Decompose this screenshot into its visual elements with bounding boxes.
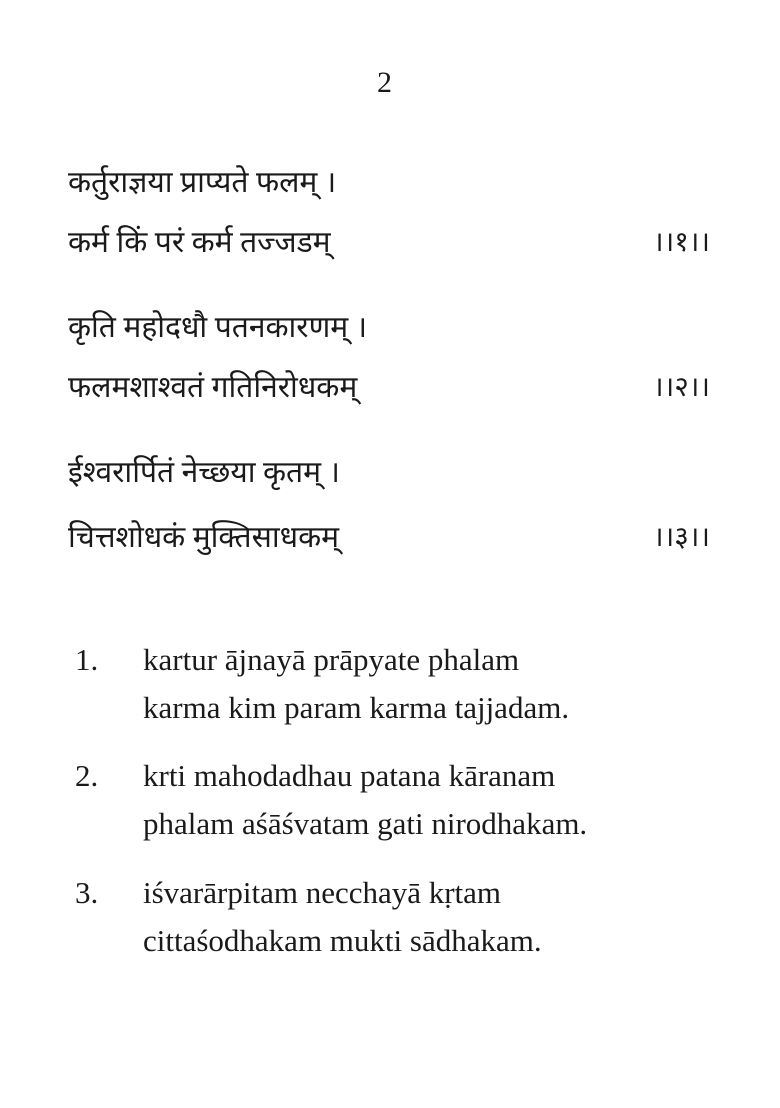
verse-line: ईश्वरार्पितं नेच्छया कृतम् । xyxy=(68,456,340,489)
verse-line: कृति महोदधौ पतनकारणम् । xyxy=(68,311,368,344)
transliteration-line: karma kim param karma tajjadam. xyxy=(143,690,570,725)
transliteration-line: krti mahodadhau patana kāranam xyxy=(143,758,556,793)
verse-number: ।।३।। xyxy=(652,522,710,553)
item-number: 3. xyxy=(75,875,99,910)
verse-number: ।।१।। xyxy=(652,227,710,258)
transliteration-line: iśvarārpitam necchayā kṛtam xyxy=(143,875,502,910)
transliteration-line: phalam aśāśvatam gati nirodhakam. xyxy=(143,806,588,841)
transliteration-line: cittaśodhakam mukti sādhakam. xyxy=(143,923,542,958)
verse-line: कर्म किं परं कर्म तज्जडम् xyxy=(68,226,331,259)
verse-line: कर्तुराज्ञया प्राप्यते फलम् । xyxy=(68,166,337,199)
page-number: 2 xyxy=(377,66,392,99)
transliteration-line: kartur ājnayā prāpyate phalam xyxy=(143,642,520,677)
verse-line: फलमशाश्वतं गतिनिरोधकम् xyxy=(68,371,358,404)
verse-line: चित्तशोधकं मुक्तिसाधकम् xyxy=(68,521,340,554)
verse-number: ।।२।। xyxy=(652,372,710,403)
item-number: 2. xyxy=(75,758,99,793)
item-number: 1. xyxy=(75,642,99,677)
